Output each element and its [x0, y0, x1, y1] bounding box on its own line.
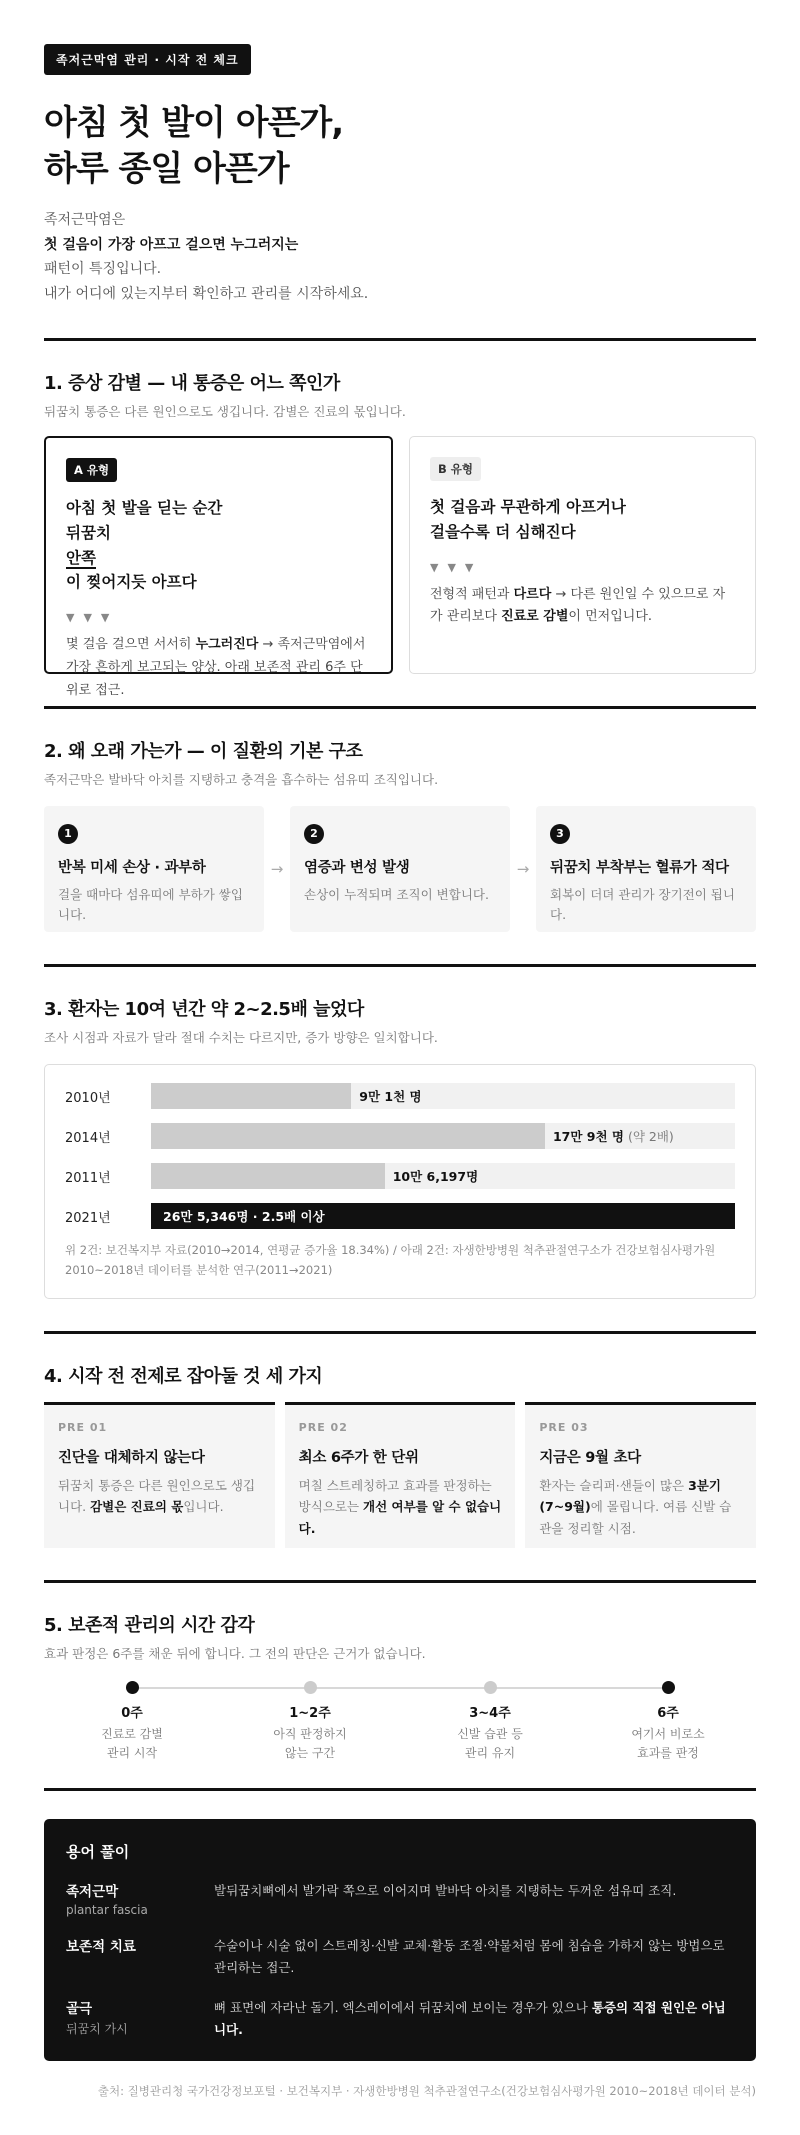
- bar-category-label: 2021년: [65, 1210, 111, 1226]
- glossary-term-block: [66, 1880, 214, 1917]
- premise-title: 최소 6주가 한 단위: [298, 1450, 419, 1467]
- glossary-definition: [214, 1935, 734, 1979]
- section-subtitle: 뒤꿈치 통증은 다른 원인으로도 생깁니다. 감별은 진료의 몫입니다.: [44, 404, 406, 420]
- timeline-milestone: [415, 1680, 565, 1762]
- step-number: 2: [304, 824, 324, 844]
- premise-text: 환자는 슬리퍼·샌들이 많은: [539, 1478, 689, 1494]
- type-heading-text: 뒤꿈치: [66, 523, 111, 542]
- bar-row: [65, 1163, 735, 1189]
- bar-row: [65, 1083, 735, 1109]
- milestone-desc-line: 않는 구간: [284, 1745, 336, 1760]
- intro-text: 패턴이 특징입니다.: [44, 261, 162, 278]
- type-heading-text: 이 찢어지듯 아프다: [66, 573, 197, 592]
- triangle-markers: ▼▼▼: [66, 611, 119, 625]
- bar-value-label: [553, 1123, 674, 1149]
- timeline-milestone: [235, 1680, 385, 1762]
- premise-text: 며칠 스트레칭하고 효과를 판정하는 방식으로는: [298, 1478, 492, 1515]
- section-title: 4. 시작 전 전제로 잡아둘 것 세 가지: [44, 1366, 323, 1388]
- bar-value-text: 10만 6,197명: [392, 1169, 479, 1185]
- bar-track: [151, 1163, 735, 1189]
- bar-note: (약 2배): [627, 1129, 674, 1145]
- bar-category-label: 2014년: [65, 1130, 111, 1146]
- step-desc: 손상이 누적되며 조직이 변합니다.: [304, 886, 489, 902]
- step-title: 뒤꿈치 부착부는 혈류가 적다: [550, 859, 729, 876]
- glossary-def-emphasis: 통증의 직접 원인은 아닙니다.: [214, 1999, 726, 2037]
- milestone-desc-line: 진료로 감별: [101, 1727, 163, 1742]
- section-subtitle: 효과 판정은 6주를 채운 뒤에 합니다. 그 전의 판단은 근거가 없습니다.: [44, 1646, 426, 1662]
- premise-desc: [299, 1475, 502, 1539]
- glossary-def-text: 발뒤꿈치뼈에서 발가락 쪽으로 이어지며 발바닥 아치를 지탱하는 두꺼운 섬유띠 조직.: [214, 1883, 677, 1899]
- timeline-dot: [662, 1681, 675, 1694]
- intro-line: [44, 208, 756, 282]
- timeline-milestone: [593, 1680, 743, 1762]
- bar-value-text: 17만 9천 명: [552, 1129, 624, 1145]
- bar-row: [65, 1123, 735, 1149]
- timeline-dot: [126, 1681, 139, 1694]
- milestone-desc: [235, 1725, 385, 1762]
- glossary-def-text: 뼈 표면에 자라난 돌기. 엑스레이에서 뒤꿈치에 보이는 경우가 있으나: [214, 1999, 592, 2015]
- milestone-label: 1~2주: [289, 1706, 331, 1722]
- premise-card: [44, 1402, 275, 1548]
- type-body: [430, 584, 737, 630]
- glossary-def-text: 수술이나 시술 없이 스트레칭·신발 교체·활동 조절·약물처럼 몸에 침습을 가하지 않는 방법으로 관리하는 접근.: [214, 1938, 725, 1976]
- section-subtitle: 조사 시점과 자료가 달라 절대 수치는 다르지만, 증가 방향은 일치합니다.: [44, 1030, 438, 1046]
- section-subtitle: 족저근막은 발바닥 아치를 지탱하고 충격을 흡수하는 섬유띠 조직입니다.: [44, 772, 439, 788]
- premise-text: 뒤꿈치 통증은 다른 원인으로도 생깁니다.: [58, 1478, 256, 1515]
- premise-desc: [58, 1475, 261, 1518]
- milestone-desc-line: 관리 시작: [106, 1745, 158, 1760]
- topic-tag: 족저근막염 관리 · 시작 전 체크: [44, 44, 251, 75]
- step-desc: 회복이 더뎌 관리가 장기전이 됩니다.: [550, 886, 735, 922]
- bar-value-label: [393, 1163, 478, 1189]
- milestone-desc: [415, 1725, 565, 1762]
- premise-cards: [44, 1402, 756, 1548]
- premise-desc: [539, 1475, 742, 1539]
- milestone-desc: [57, 1725, 207, 1762]
- type-card-a: [44, 436, 393, 698]
- type-heading-line: [66, 521, 373, 595]
- milestone-label: 6주: [657, 1706, 679, 1722]
- page-title-line: 아침 첫 발이 아픈가,: [44, 103, 344, 143]
- section-premises: [44, 1334, 756, 1548]
- timeline-milestone: [57, 1680, 207, 1762]
- patient-bar-chart: [44, 1064, 756, 1299]
- page-title-line: 하루 종일 아픈가: [44, 148, 289, 189]
- chart-source: 위 2건: 보건복지부 자료(2010→2014, 연평균 증가율 18.34%) / 아래 2건: 자생한방병원 척추관절연구소가 건강보험심사평가원 2010~2018년 데이터를 분석한 연구(2011→2021): [65, 1243, 716, 1277]
- step-title: 염증과 변성 발생: [304, 859, 410, 876]
- glossary-box: [44, 1819, 756, 2061]
- bar-track: [151, 1123, 735, 1149]
- milestone-label: 0주: [121, 1706, 143, 1722]
- glossary-term-block: [66, 1935, 214, 1979]
- type-body-text: → 다른 원인일 수 있으므로 자가 관리보다: [430, 586, 726, 625]
- glossary-term: 보존적 치료: [66, 1939, 136, 1956]
- milestone-desc-line: 관리 유지: [464, 1745, 516, 1760]
- section-title: 5. 보존적 관리의 시간 감각: [44, 1615, 255, 1637]
- glossary-definition: [214, 1880, 734, 1917]
- type-body-emphasis: 진료로 감별: [501, 609, 569, 625]
- glossary-term: 골극: [66, 2000, 93, 2017]
- milestone-desc-line: 아직 판정하지: [273, 1727, 347, 1742]
- divider: [44, 1788, 756, 1791]
- type-body-emphasis: 다르다: [513, 586, 552, 602]
- type-heading-line: 첫 걸음과 무관하게 아프거나: [430, 498, 626, 517]
- section-symptom-diff: [44, 341, 756, 698]
- step-number: 3: [550, 824, 570, 844]
- premise-card: [285, 1402, 516, 1548]
- bar-track: [151, 1083, 735, 1109]
- section-structure: [44, 709, 756, 932]
- glossary-definition: [214, 1997, 734, 2041]
- step-title: 반복 미세 손상 · 과부하: [58, 859, 206, 876]
- type-body-text: 몇 걸음 걸으면 서서히: [66, 637, 196, 653]
- type-heading: [430, 495, 737, 545]
- type-heading-emphasis: 안쪽: [66, 548, 96, 567]
- intro-line: 내가 어디에 있는지부터 확인하고 관리를 시작하세요.: [44, 285, 369, 302]
- premise-title: 지금은 9월 초다: [539, 1450, 641, 1467]
- page-intro: [44, 208, 756, 306]
- step-number: 1: [58, 824, 78, 844]
- premise-emphasis: 3분기(7~9월): [539, 1478, 721, 1515]
- premise-text: 에 몰립니다. 여름 신발 습관을 정리할 시점.: [539, 1499, 732, 1536]
- type-body-emphasis: 누그러진다: [195, 637, 259, 653]
- bar-track: [151, 1203, 735, 1229]
- type-heading-line: 아침 첫 발을 딛는 순간: [66, 499, 223, 518]
- process-step: [44, 806, 264, 932]
- section-title: 1. 증상 감별 — 내 통증은 어느 쪽인가: [44, 373, 340, 395]
- step-desc: 걸을 때마다 섬유띠에 부하가 쌓입니다.: [58, 886, 243, 922]
- section-title: 2. 왜 오래 가는가 — 이 질환의 기본 구조: [44, 741, 363, 763]
- glossary-term-block: [66, 1997, 214, 2041]
- type-badge: A 유형: [66, 458, 117, 482]
- week-timeline: [44, 1680, 756, 1776]
- premise-emphasis: 개선 여부를 알 수 없습니다.: [298, 1499, 502, 1536]
- glossary-item: [66, 1880, 734, 1917]
- timeline-dot: [484, 1681, 497, 1694]
- glossary-term-alt: 뒤꿈치 가시: [66, 2021, 128, 2036]
- arrow-right-icon: →: [516, 860, 530, 879]
- source-footer: 출처: 질병관리청 국가건강정보포털 · 보건복지부 · 자생한방병원 척추관절연구소(건강보험심사평가원 2010~2018년 데이터 분석): [97, 2083, 756, 2098]
- type-body-text: → 족저근막염에서 가장 흔하게 보고되는 양상. 아래 보존적 관리 6주 단위로 접근.: [66, 637, 366, 698]
- premise-emphasis: 감별은 진료의 몫: [90, 1499, 184, 1515]
- section-title: 3. 환자는 10여 년간 약 2~2.5배 늘었다: [44, 999, 364, 1021]
- premise-text: 입니다.: [183, 1499, 224, 1515]
- section-patient-growth: [44, 967, 756, 1299]
- type-body-text: 전형적 패턴과: [430, 586, 514, 602]
- glossary-term-alt: plantar fascia: [66, 1903, 148, 1918]
- glossary-item: [66, 1997, 734, 2041]
- timeline-line: [132, 1687, 668, 1689]
- process-step: [290, 806, 510, 932]
- bar-value-text: 9만 1천 명: [359, 1089, 422, 1105]
- bar-mark: [151, 1083, 351, 1109]
- process-step: [536, 806, 756, 932]
- milestone-desc-line: 효과를 판정: [637, 1745, 699, 1760]
- premise-label: PRE 03: [539, 1421, 589, 1435]
- type-card-b: [409, 436, 756, 674]
- type-body: [66, 634, 373, 702]
- type-body-text: 이 먼저입니다.: [568, 609, 653, 625]
- bar-value-text: 26만 5,346명 · 2.5배 이상: [163, 1209, 325, 1225]
- header: [44, 44, 756, 306]
- type-cards: [44, 436, 756, 698]
- intro-emphasis: 첫 걸음이 가장 아프고 걸으면 누그러지는: [44, 236, 299, 253]
- milestone-desc: [593, 1725, 743, 1762]
- triangle-markers: ▼▼▼: [430, 560, 483, 574]
- type-heading-line: 걸을수록 더 심해진다: [430, 522, 576, 541]
- milestone-label: 3~4주: [469, 1706, 511, 1722]
- page-title: [44, 101, 756, 192]
- type-badge: B 유형: [430, 457, 481, 481]
- process-steps: [44, 806, 756, 932]
- glossary-term: 족저근막: [66, 1884, 119, 1901]
- type-heading: [66, 496, 373, 595]
- bar-row: [65, 1203, 735, 1229]
- bar-mark: [151, 1163, 385, 1189]
- premise-label: PRE 02: [298, 1421, 348, 1435]
- milestone-desc-line: 여기서 비로소: [631, 1727, 705, 1742]
- bar-mark: [151, 1123, 545, 1149]
- bar-category-label: 2011년: [65, 1170, 111, 1186]
- bar-category-label: 2010년: [65, 1090, 111, 1106]
- bar-rows: [65, 1083, 735, 1229]
- glossary-item: [66, 1935, 734, 1979]
- glossary-title: 용어 풀이: [66, 1843, 130, 1862]
- bar-value-label: [163, 1203, 325, 1229]
- premise-card: [525, 1402, 756, 1548]
- intro-text: 족저근막염은: [44, 212, 126, 229]
- section-timeline: [44, 1583, 756, 1776]
- timeline-dot: [304, 1681, 317, 1694]
- premise-label: PRE 01: [58, 1421, 108, 1435]
- premise-title: 진단을 대체하지 않는다: [58, 1450, 205, 1467]
- milestone-desc-line: 신발 습관 등: [457, 1727, 523, 1742]
- arrow-right-icon: →: [270, 860, 284, 879]
- bar-value-label: [359, 1083, 421, 1109]
